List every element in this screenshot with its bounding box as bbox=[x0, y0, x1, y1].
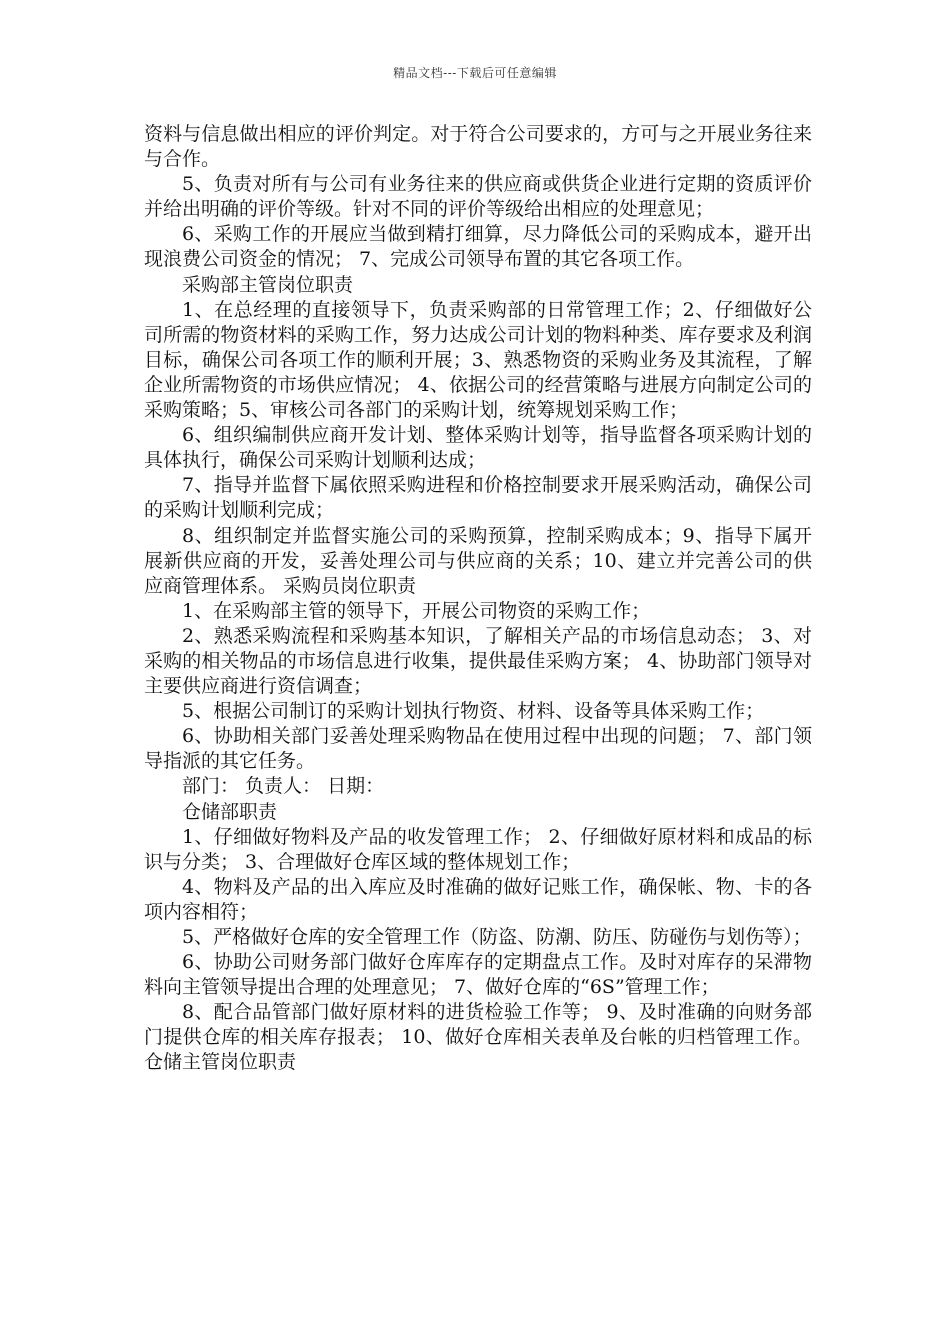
paragraph-warehouse-duty-4: 4、物料及产品的出入库应及时准确的做好记账工作，确保帐、物、卡的各项内容相符； bbox=[144, 875, 812, 923]
paragraph-cost-control: 6、采购工作的开展应当做到精打细算，尽力降低公司的采购成本，避开出现浪费公司资金的情况； 7、完成公司领导布置的其它各项工作。 bbox=[144, 223, 812, 271]
paragraph-buyer-duty-5: 5、根据公司制订的采购计划执行物资、材料、设备等具体采购工作； bbox=[182, 700, 765, 723]
paragraph-evaluation-continued: 资料与信息做出相应的评价判定。对于符合公司要求的，方可与之开展业务往来与合作。 bbox=[144, 123, 812, 171]
page-header: 精品文档---下载后可任意编辑 bbox=[393, 66, 557, 80]
paragraph-supervisor-duties-1-5: 1、在总经理的直接领导下，负责采购部的日常管理工作；2、仔细做好公司所需的物资材料的采购工作，努力达成公司计划的物料种类、库存要求及利润目标，确保公司各项工作的顺利开展；3、熟悉物资的采购业务及其流程，了解企业所需物资的市场供应情况； 4、依据公司的经营策略与进展方向制定公司的采购策略；5、审核公司各部门的采购计划，统筹规划采购工作； bbox=[144, 298, 812, 422]
paragraph-supervisor-duties-8-10: 8、组织制定并监督实施公司的采购预算，控制采购成本；9、指导下属开展新供应商的开发，妥善处理公司与供应商的关系；10、建立并完善公司的供应商管理体系。 采购员岗位职责 bbox=[144, 524, 812, 597]
section-heading-warehouse: 仓储部职责 bbox=[182, 800, 278, 823]
paragraph-warehouse-duty-5: 5、严格做好仓库的安全管理工作（防盗、防潮、防压、防碰伤与划伤等）； bbox=[182, 926, 812, 948]
section-heading-purchasing-supervisor: 采购部主管岗位职责 bbox=[182, 273, 354, 296]
paragraph-supervisor-duty-6: 6、组织编制供应商开发计划、整体采购计划等，指导监督各项采购计划的具体执行，确保公司采购计划顺利达成； bbox=[144, 424, 812, 472]
signature-line: 部门： 负责人： 日期： bbox=[182, 775, 385, 798]
paragraph-buyer-duty-1: 1、在采购部主管的领导下，开展公司物资的采购工作； bbox=[182, 599, 651, 622]
paragraph-warehouse-duties-1-3: 1、仔细做好物料及产品的收发管理工作； 2、仔细做好原材料和成品的标识与分类； 3、合理做好仓库区域的整体规划工作； bbox=[144, 825, 812, 873]
paragraph-buyer-duties-6-7: 6、协助相关部门妥善处理采购物品在使用过程中出现的问题； 7、部门领导指派的其它任务。 bbox=[144, 725, 812, 773]
document-body bbox=[144, 122, 812, 1076]
paragraph-warehouse-duties-6-7: 6、协助公司财务部门做好仓库库存的定期盘点工作。及时对库存的呆滞物料向主管领导提出合理的处理意见； 7、做好仓库的“6S”管理工作； bbox=[144, 951, 812, 999]
paragraph-warehouse-duties-8-10: 8、配合品管部门做好原材料的进货检验工作等； 9、及时准确的向财务部门提供仓库的相关库存报表； 10、做好仓库相关表单及台帐的归档管理工作。 仓储主管岗位职责 bbox=[144, 1001, 812, 1074]
paragraph-supervisor-duty-7: 7、指导并监督下属依照采购进程和价格控制要求开展采购活动，确保公司的采购计划顺利完成； bbox=[144, 474, 812, 522]
paragraph-buyer-duties-2-4: 2、熟悉采购流程和采购基本知识，了解相关产品的市场信息动态； 3、对采购的相关物品的市场信息进行收集，提供最佳采购方案； 4、协助部门领导对主要供应商进行资信调查； bbox=[144, 624, 812, 698]
paragraph-supplier-qualification: 5、负责对所有与公司有业务往来的供应商或供货企业进行定期的资质评价并给出明确的评价等级。针对不同的评价等级给出相应的处理意见； bbox=[144, 173, 812, 221]
